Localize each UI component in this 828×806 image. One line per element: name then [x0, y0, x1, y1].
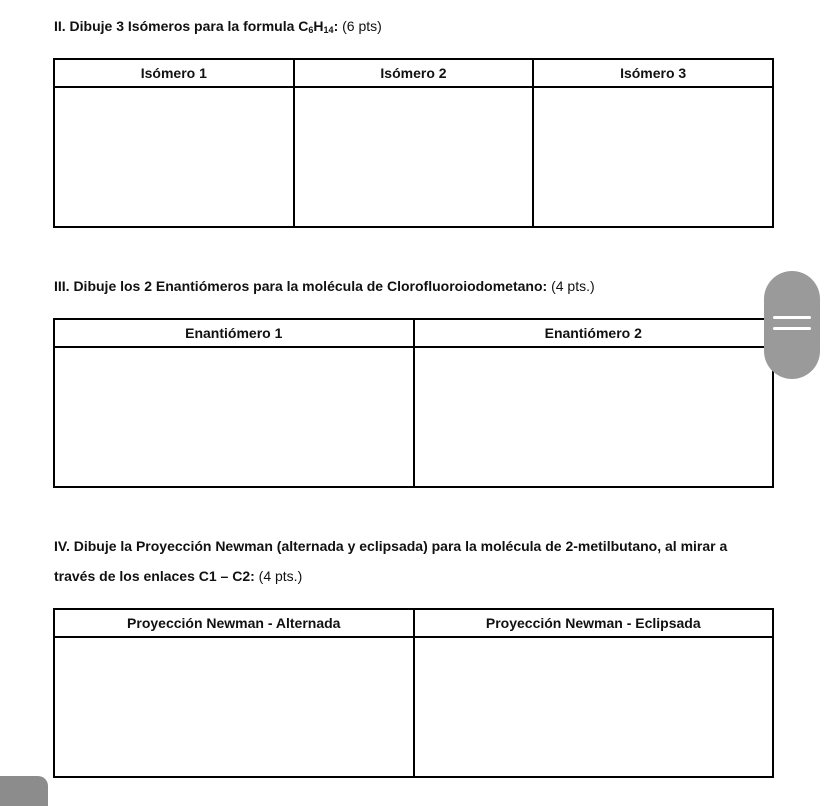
isomer-1-drawing-cell[interactable]: [54, 87, 294, 227]
newman-staggered-header: Proyección Newman - Alternada: [54, 609, 414, 637]
formula-h: H: [313, 18, 324, 34]
newman-staggered-drawing-cell[interactable]: [54, 637, 414, 777]
newman-projection-table: [53, 608, 774, 778]
drag-handle-grip-icon: [773, 327, 811, 330]
enantiomer-2-drawing-cell[interactable]: [414, 347, 774, 487]
corner-tab: [0, 776, 48, 806]
section-4-title-continued: través de los enlaces C1 – C2:: [54, 568, 255, 584]
isomer-3-drawing-cell[interactable]: [533, 87, 773, 227]
table-header-row: [54, 319, 773, 347]
section-2-heading: [54, 17, 382, 35]
section-3-points: (4 pts.): [547, 278, 595, 294]
formula-subscript-h: 14: [323, 25, 334, 35]
section-3-title: III. Dibuje los 2 Enantiómeros para la molécula de Clorofluoroiodometano:: [54, 278, 548, 294]
drag-handle-grip-icon: [773, 316, 811, 319]
section-2-title: II. Dibuje 3 Isómeros para la formula C: [54, 18, 309, 34]
isomer-2-header: Isómero 2: [294, 59, 534, 87]
table-row: [54, 347, 773, 487]
table-row: [54, 87, 773, 227]
section-4-heading-line-2: [54, 567, 302, 585]
section-2-points: (6 pts): [338, 18, 382, 34]
drag-handle[interactable]: [764, 271, 820, 379]
enantiomer-1-header: Enantiómero 1: [54, 319, 414, 347]
isomer-1-header: Isómero 1: [54, 59, 294, 87]
table-header-row: [54, 59, 773, 87]
enantiomer-2-header: Enantiómero 2: [414, 319, 774, 347]
newman-eclipsed-header: Proyección Newman - Eclipsada: [414, 609, 774, 637]
isomers-table: [53, 58, 774, 228]
formula-subscript-c: 6: [308, 25, 314, 35]
section-4-title: IV. Dibuje la Proyección Newman (alternada y eclipsada) para la molécula de 2-metilbutano, al mirar a: [54, 538, 728, 554]
enantiomers-table: [53, 318, 774, 488]
isomer-3-header: Isómero 3: [533, 59, 773, 87]
table-row: [54, 637, 773, 777]
section-4-points: (4 pts.): [254, 568, 303, 584]
enantiomer-1-drawing-cell[interactable]: [54, 347, 414, 487]
table-header-row: [54, 609, 773, 637]
colon: :: [333, 18, 339, 34]
isomer-2-drawing-cell[interactable]: [294, 87, 534, 227]
section-3-heading: [54, 277, 595, 295]
newman-eclipsed-drawing-cell[interactable]: [414, 637, 774, 777]
section-4-heading-line-1: [54, 537, 727, 555]
